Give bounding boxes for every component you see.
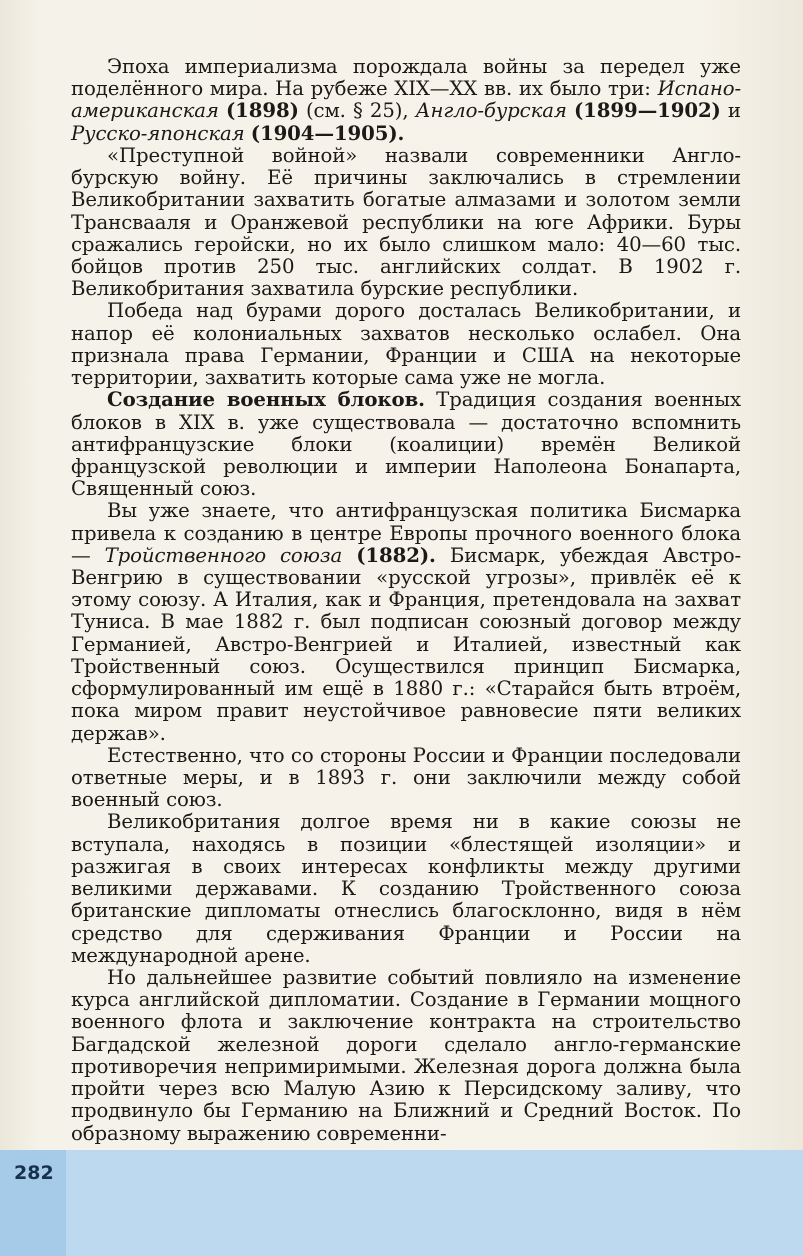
paragraph <box>71 500 741 744</box>
paragraph <box>71 56 741 145</box>
war-date: (1904—1905). <box>250 121 405 145</box>
term-triple-alliance: Тройственного союза <box>104 543 343 567</box>
text-segment: Традиция создания военных блоков в XIX в. уже существовала — достаточно вспомнить антифранцузские блоки (коалиции) времён Великой французской революции и империи Наполеона Бонапарта, Священный союз. <box>71 388 742 501</box>
footer-band <box>0 1150 803 1256</box>
paragraph <box>71 745 741 812</box>
text-segment <box>567 99 574 122</box>
war-date: (1898) <box>225 99 299 123</box>
paragraph <box>71 300 741 389</box>
text-segment: Эпоха империализма порождала войны за передел уже поделённого мира. На рубеже XIX—XX вв. их было три: <box>71 55 741 101</box>
war-name-russo-japanese: Русско-японская <box>71 121 245 145</box>
text-segment: Бисмарк, убеждая Австро-Венгрию в существовании «русской угрозы», привлёк её к этому союзу. А Италия, как и Франция, претендовала на захват Туниса. В мае 1882 г. был подписан союзный договор между Германией, Австро-Венгрией и Италией, известный как Тройственный союз. Осуществился принцип Бисмарка, сформулированный им ещё в 1880 г.: «Старайся быть втроём, пока миром правит неустойчивое равновесие пяти великих держав». <box>71 543 741 745</box>
text-segment: Великобритания долгое время ни в какие союзы не вступала, находясь в позиции «блестящей изоляции» и разжигая в своих интересах конфликты между другими великими державами. К созданию Тройственного союза британские дипломаты отнеслись благосклонно, видя в нём средство для сдерживания Франции и России на международной арене. <box>71 810 741 967</box>
body-text <box>71 56 741 1145</box>
text-segment: (см. § 25), <box>298 99 416 123</box>
text-segment: Естественно, что со стороны России и Франции последовали ответные меры, и в 1893 г. они заключили между собой военный союз. <box>71 743 741 812</box>
text-segment: Вы уже знаете, что антифранцузская политика Бисмарка привела к созданию в центре Европы прочного военного блока — <box>71 499 741 567</box>
text-segment <box>219 99 226 122</box>
war-name-spanish-american: Испано-американская <box>71 77 741 123</box>
page-number: 282 <box>14 1162 54 1184</box>
paragraph <box>71 967 741 1145</box>
paragraph <box>71 389 741 500</box>
text-segment: «Преступной войной» назвали современники Англо-бурскую войну. Её причины заключались в стремлении Великобритании захватить богатые алмазами и золотом земли Трансвааля и Оранжевой республики на юге Африки. Буры сражались геройски, но их было слишком мало: 40—60 тыс. бойцов против 250 тыс. английских солдат. В 1902 г. Великобритания захватила бурские республики. <box>71 143 741 301</box>
text-segment: Но дальнейшее развитие событий повлияло на изменение курса английской дипломатии. Создание в Германии мощного военного флота и заключение контракта на строительство Багдадской железной дороги сделало англо-германские противоречия непримиримыми. Железная дорога должна была пройти через всю Малую Азию к Персидскому заливу, что продвинуло бы Германию на Ближний и Средний Восток. По образному выражению современни- <box>71 965 741 1145</box>
text-segment: Победа над бурами дорого досталась Великобритании, и напор её колониальных захватов несколько ослабел. Она признала права Германии, Франции и США на некоторые территории, захватить которые сама уже не могла. <box>71 299 741 390</box>
paragraph <box>71 811 741 967</box>
text-segment <box>342 544 356 567</box>
war-name-anglo-boer: Англо-бурская <box>415 99 567 123</box>
paragraph <box>71 145 741 301</box>
alliance-date: (1882). <box>356 543 436 567</box>
text-segment: и <box>720 99 741 123</box>
war-date: (1899—1902) <box>573 99 721 123</box>
section-heading: Создание военных блоков. <box>107 388 425 412</box>
